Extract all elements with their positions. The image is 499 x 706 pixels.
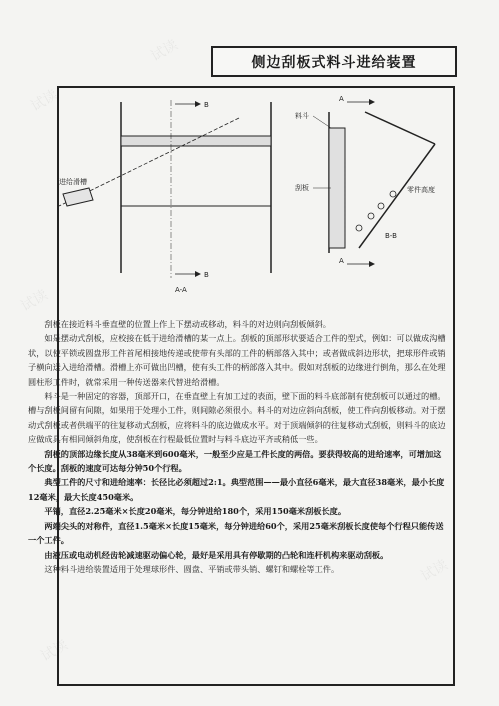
- watermark: 试读: [38, 636, 71, 665]
- watermark: 试读: [28, 86, 61, 115]
- watermark: 试读: [148, 36, 181, 65]
- figure-left: [59, 100, 271, 294]
- figure-right: [295, 95, 435, 267]
- section-label-b-bottom: B: [204, 271, 209, 279]
- section-label-b-top: B: [204, 101, 209, 109]
- figures: [59, 88, 457, 298]
- view-label-a-a: A-A: [175, 286, 187, 294]
- paragraph: 刮板的顶部边缘长度从38毫米到600毫米，一般至少应是工件长度的两倍。要获得较高的进给速率，可增加这个长度。刮板的速度可达每分钟50个行程。: [28, 448, 442, 474]
- section-label-a-top: A: [339, 95, 344, 103]
- scraper-top: [121, 136, 271, 146]
- watermark: 试读: [18, 286, 51, 315]
- part-height-label: 零件高度: [407, 186, 435, 194]
- scraper-blade: [329, 128, 345, 248]
- title-box: [211, 46, 457, 77]
- scraper-body: [121, 146, 271, 206]
- hopper-label: 料斗: [295, 112, 309, 120]
- scraper-label: 刮板: [295, 184, 309, 192]
- paragraph: 这种料斗进给装置适用于处理球形件、圆盘、平销或带头销、螺钉和螺栓等工件。: [44, 563, 340, 574]
- hopper-slope-top: [365, 112, 435, 144]
- paragraph: 由液压或电动机经齿轮减速驱动偏心轮，最好是采用具有停歇期的凸轮和连杆机构来驱动刮板。: [44, 549, 389, 560]
- paragraph: 料斗是一种固定的容器，顶部开口，在垂直壁上有加工过的表面，壁下面的料斗底部制有使刮板可以通过的槽。槽与刮板间留有间隙，如果用于处理小工件，则间隙必须很小。料斗的对边应斜向刮板，使工件向刮板移动。对于摆动式刮板或者供端平的往复移动式刮板，应将料斗的底边做成水平。对于顶端倾斜的往复移动式刮板，则料斗的底边应做成具有相同倾斜角度，使刮板在行程最低位置时与料斗底边平齐或稍低一些。: [28, 391, 446, 445]
- paragraph: 如是摆动式刮板，应校接在低于进给滑槽的某一点上。刮板的顶部形状要适合工件的型式，例如：可以做成沟槽状，以使平锁或圆盘形工件首尾相接地传递或使带有头部的工件的柄部落入其中；或者做成斜边形状，把球形件或销子横向送入进给滑槽。滑槽上亦可做出凹槽，使有头工件的柄部落入其中。假如对刮板的边缘进行倒角，那么在处理圆柱形工件时，就常采用一种传送器来代替进给滑槽。: [28, 333, 446, 387]
- page-title: 侧边刮板式料斗进给装置: [251, 54, 417, 71]
- paragraph: 两端尖头的对称件，直径1.5毫米×长度15毫米，每分钟进给60个，采用25毫米刮板长度使每个行程只能传送一个工件。: [28, 520, 444, 546]
- chute-label: 进给滑槽: [59, 178, 87, 186]
- view-label-b-b: B-B: [385, 232, 397, 240]
- paragraph: 刮板在接近料斗垂直壁的位置上作上下摆动或移动，料斗的对边则向刮板倾斜。: [44, 319, 331, 329]
- paragraph: 平销，直径2.25毫米×长度20毫米，每分钟进给180个，采用150毫米刮板长度。: [44, 506, 347, 517]
- section-label-a-bottom: A: [339, 257, 344, 265]
- watermark: 试读: [418, 556, 451, 585]
- hopper-slope: [359, 144, 435, 248]
- feed-chute: [63, 188, 93, 206]
- paragraph: 典型工件的尺寸和进给速率：长径比必须超过2:1。典型范围——最小直径6毫米，最大直径38毫米，最小长度12毫米，最大长度450毫米。: [28, 477, 445, 502]
- body-text: [28, 317, 446, 576]
